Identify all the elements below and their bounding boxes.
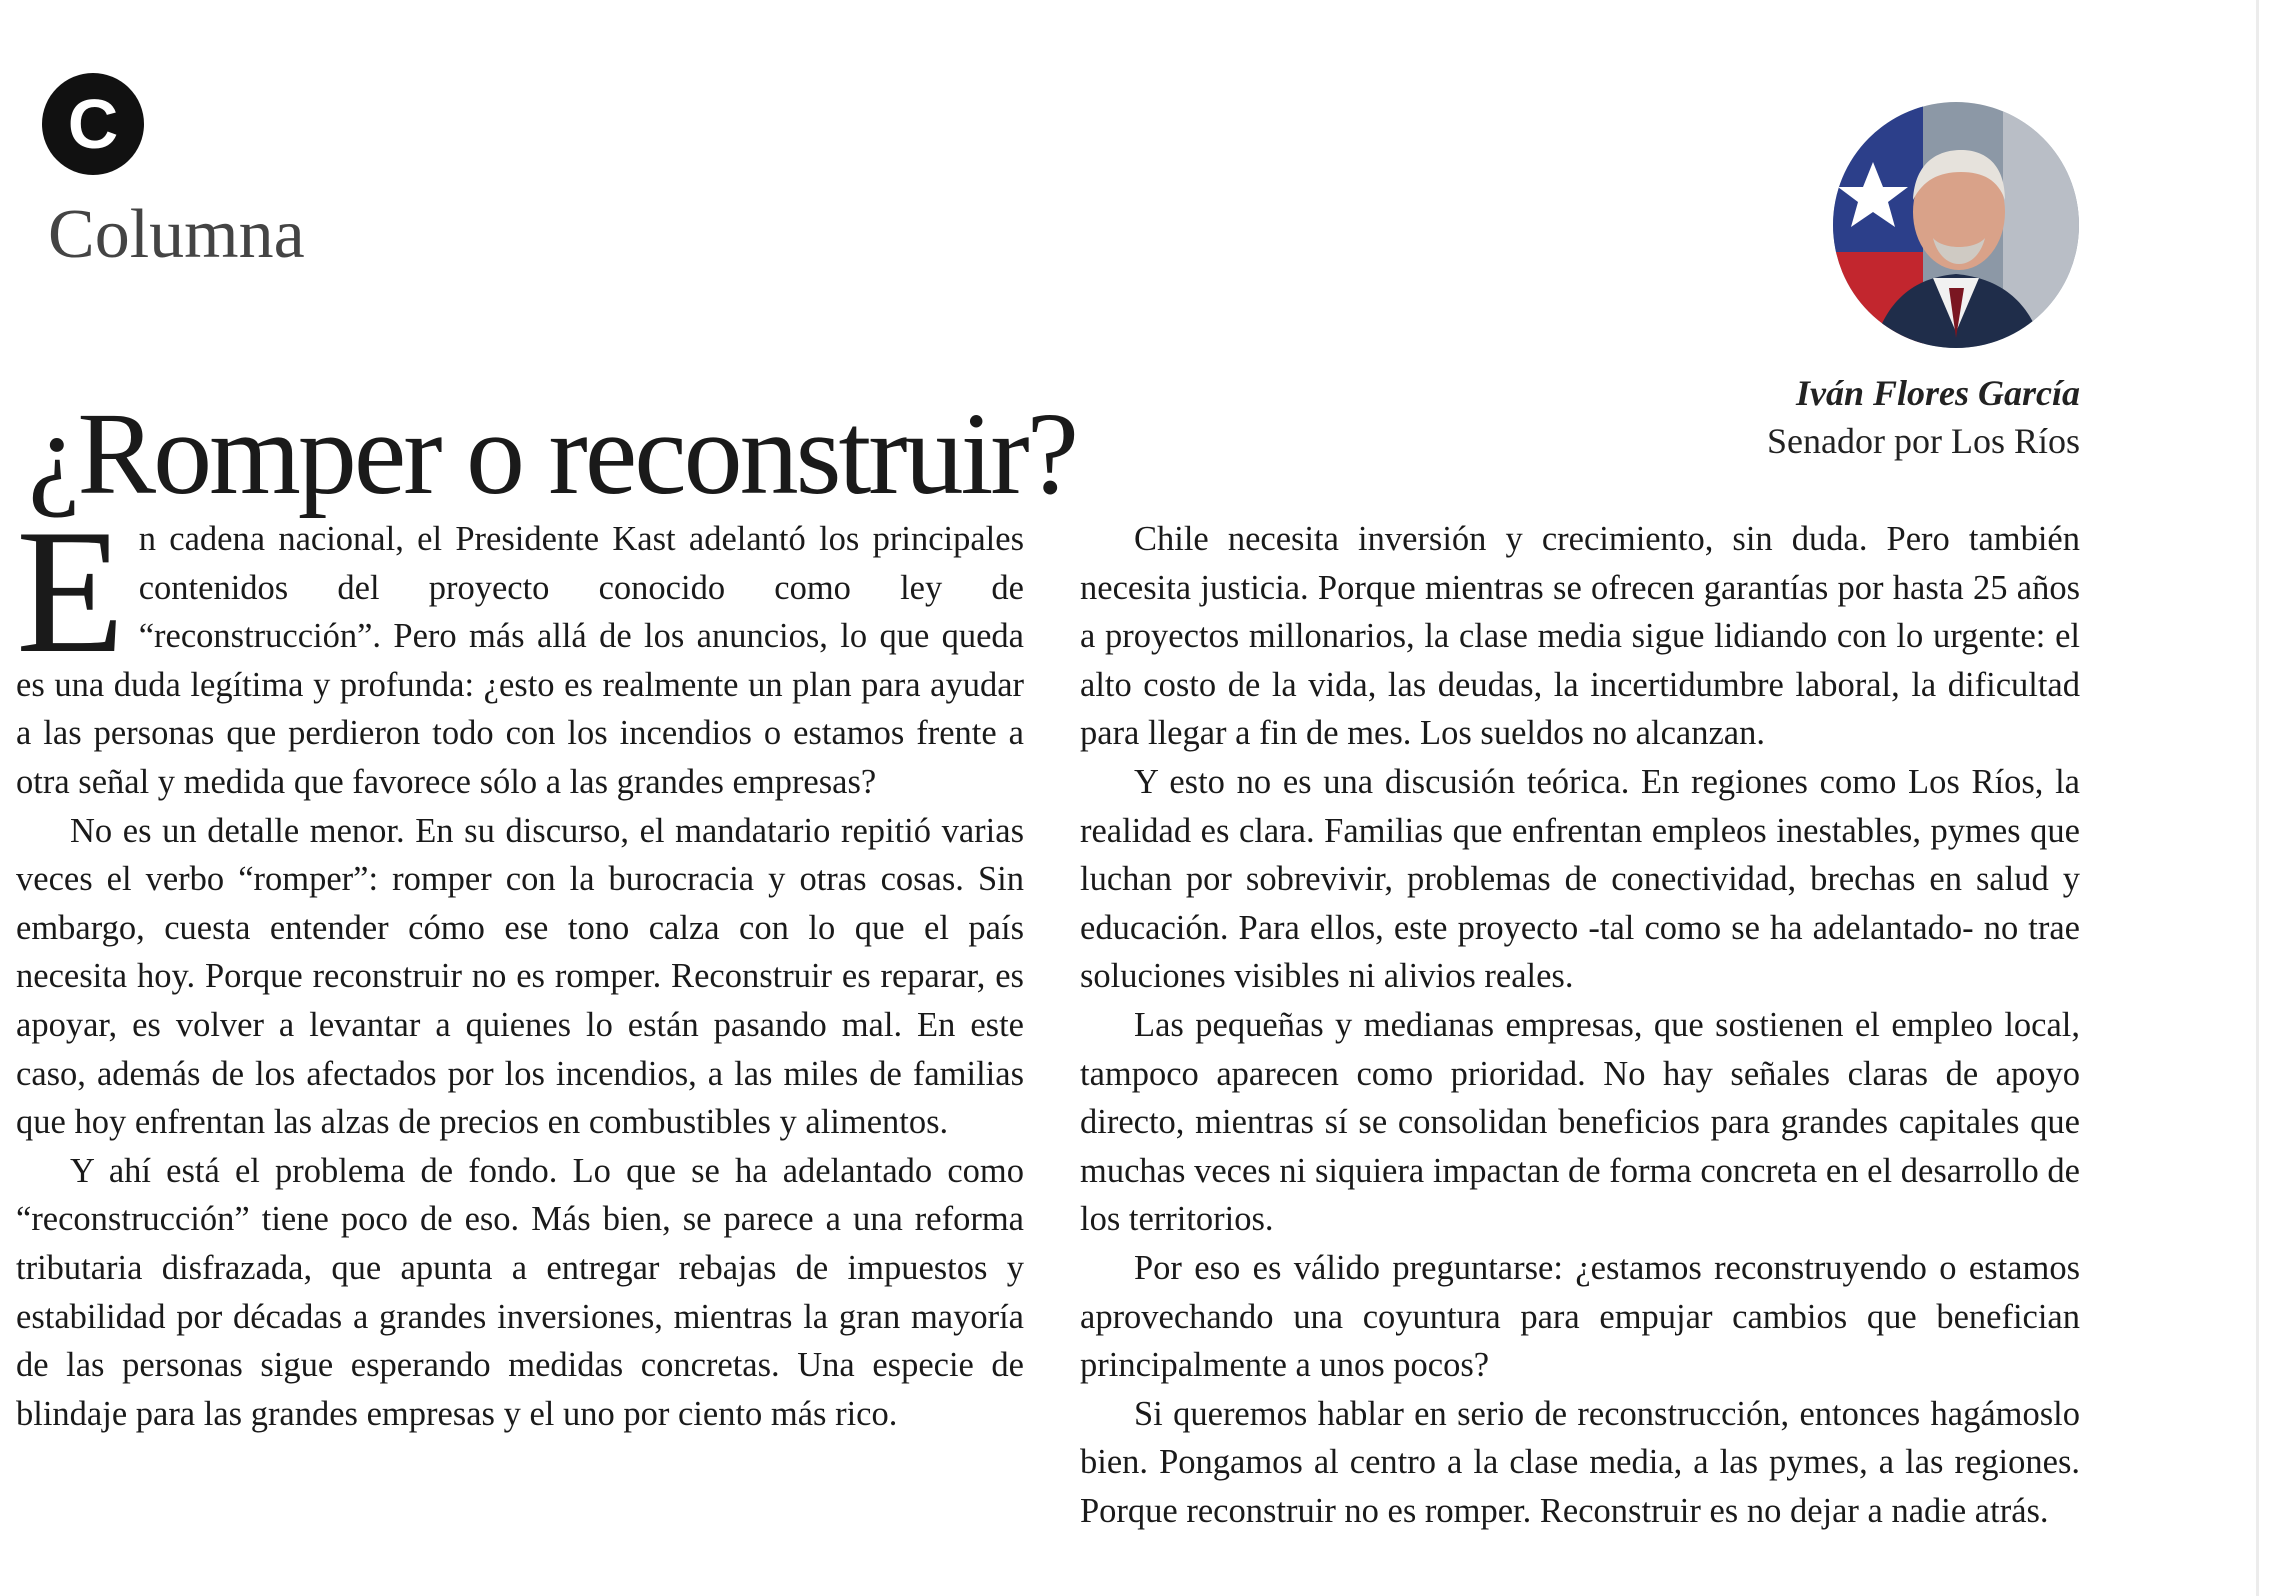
paragraph: Las pequeñas y medianas empresas, que sostienen el empleo local, tampoco aparecen como prioridad. No hay señales claras de apoyo directo, mientras sí se consolidan beneficios para grandes capitales que muchas veces ni siquiera impactan de forma concreta en el desarrollo de los territorios. <box>1080 1005 2080 1239</box>
paragraph: Y esto no es una discusión teórica. En regiones como Los Ríos, la realidad es clara. Familias que enfrentan empleos inestables, pymes que luchan por sobrevivir, problemas de conectividad, brechas en salud y educación. Para ellos, este proyecto -tal como se ha adelantado- no trae soluciones visibles ni alivios reales. <box>1080 762 2080 996</box>
paragraph <box>16 492 1024 807</box>
article-title: ¿Romper o reconstruir? <box>28 388 1077 519</box>
paragraph: Y ahí está el problema de fondo. Lo que se ha adelantado como “reconstrucción” tiene poco de eso. Más bien, se parece a una reforma tributaria disfrazada, que apunta a entregar rebajas de impuestos y estabilidad por décadas a grandes inversiones, mientras la gran mayoría de las personas sigue esperando medidas concretas. Una especie de blindaje para las grandes empresas y el uno por ciento más rico. <box>16 1151 1024 1433</box>
section-badge <box>42 73 144 175</box>
article-column-left <box>16 492 1024 1438</box>
paragraph: Por eso es válido preguntarse: ¿estamos reconstruyendo o estamos aprovechando una coyuntura para empujar cambios que benefician principalmente a unos pocos? <box>1080 1248 2080 1385</box>
section-badge-letter: C <box>67 85 119 163</box>
paragraph: Chile necesita inversión y crecimiento, sin duda. Pero también necesita justicia. Porque mientras se ofrecen garantías por hasta 25 años a proyectos millonarios, la clase media sigue lidiando con lo urgente: el alto costo de la vida, las deudas, la incertidumbre laboral, la dificultad para llegar a fin de mes. Los sueldos no alcanzan. <box>1080 520 2080 753</box>
paragraph-text: n cadena nacional, el Presidente Kast adelantó los principales contenidos del proyecto conocido como ley de “reconstrucción”. Pero más allá de los anuncios, lo que queda es una duda legítima y profunda: ¿esto es realmente un plan para ayudar a las personas que perdieron todo con los incendios o estamos frente a otra señal y medida que favorece sólo a las grandes empresas? <box>16 520 1024 801</box>
article-column-right <box>1080 515 2080 1535</box>
section-label: Columna <box>48 196 305 273</box>
author-portrait-svg <box>1833 102 2079 348</box>
paragraph: No es un detalle menor. En su discurso, el mandatario repitió varias veces el verbo “romper”: romper con la burocracia y otras cosas. Sin embargo, cuesta entender cómo ese tono calza con lo que el país necesita hoy. Porque reconstruir no es romper. Reconstruir es reparar, es apoyar, es volver a levantar a quienes lo están pasando mal. En este caso, además de los afectados por los incendios, a las miles de familias que hoy enfrentan las alzas de precios en combustibles y alimentos. <box>16 811 1024 1142</box>
author-role: Senador por Los Ríos <box>1767 421 2080 461</box>
author-portrait-icon <box>1833 102 2079 348</box>
paragraph: Si queremos hablar en serio de reconstrucción, entonces hagámoslo bien. Pongamos al centro a la clase media, a las pymes, a las regiones. Porque reconstruir no es romper. Reconstruir es no dejar a nadie atrás. <box>1080 1394 2080 1530</box>
page-edge-divider <box>2256 0 2259 1596</box>
author-name: Iván Flores García <box>1795 373 2080 413</box>
drop-cap: E <box>16 492 125 690</box>
